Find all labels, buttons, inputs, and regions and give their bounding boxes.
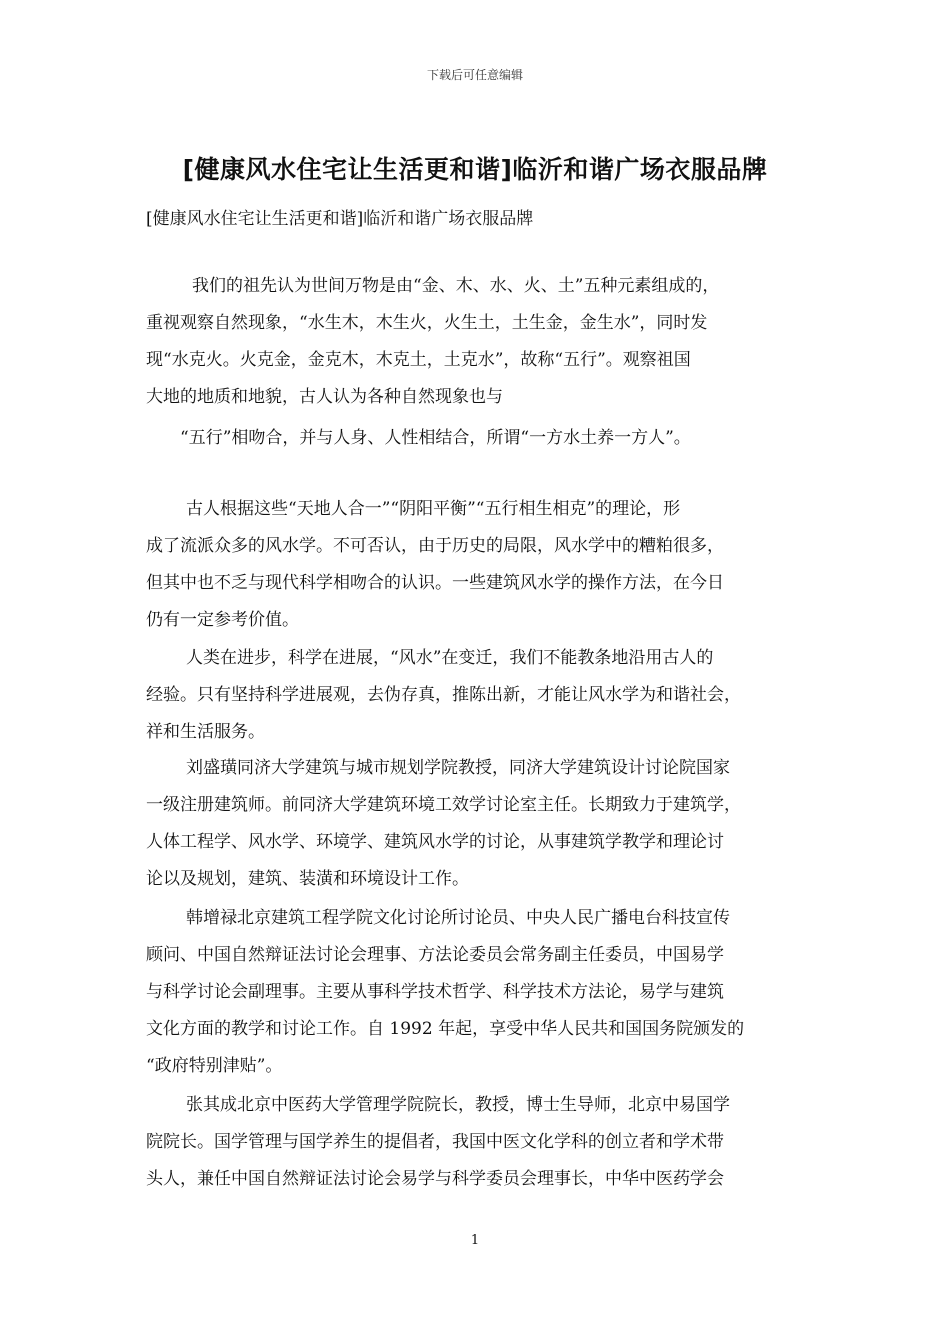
paragraph-line: 张其成北京中医药大学管理学院院长，教授，博士生导师，北京中易国学 [186, 1095, 730, 1115]
paragraph-line: 大地的地质和地貌，古人认为各种自然现象也与 [146, 387, 503, 407]
paragraph-line: 人类在进步，科学在进展，“风水”在变迁，我们不能教条地沿用古人的 [186, 648, 714, 668]
paragraph-line: 一级注册建筑师。前同济大学建筑环境工效学讨论室主任。长期致力于建筑学， [146, 795, 741, 815]
paragraph-line: 成了流派众多的风水学。不可否认，由于历史的局限，风水学中的糟粕很多， [146, 536, 724, 556]
paragraph-line: 祥和生活服务。 [146, 722, 265, 742]
paragraph-3 [146, 491, 806, 639]
paragraph-1 [146, 268, 806, 416]
paragraph-line: 韩增禄北京建筑工程学院文化讨论所讨论员、中央人民广播电台科技宣传 [186, 908, 730, 928]
paragraph-line: 与科学讨论会副理事。主要从事科学技术哲学、科学技术方法论，易学与建筑 [146, 982, 724, 1002]
document-title: [健康风水住宅让生活更和谐]临沂和谐广场衣服品牌 [182, 155, 768, 184]
document-subtitle: [健康风水住宅让生活更和谐]临沂和谐广场衣服品牌 [146, 209, 534, 229]
paragraph-line: 重视观察自然现象，“水生木，木生火，火生土，土生金，金生水”，同时发 [146, 313, 708, 333]
paragraph-line: “五行”相吻合，并与人身、人性相结合，所谓“一方水土养一方人”。 [180, 428, 691, 448]
paragraph-line: “政府特别津贴”。 [146, 1056, 283, 1076]
paragraph-line: 现“水克火。火克金，金克木，木克土，土克水”，故称“五行”。观察祖国 [146, 350, 691, 370]
paragraph-2 [146, 420, 806, 457]
paragraph-line: 头人，兼任中国自然辩证法讨论会易学与科学委员会理事长，中华中医药学会 [146, 1169, 724, 1189]
paragraph-line: 古人根据这些“天地人合一”“阴阳平衡”“五行相生相克”的理论，形 [186, 499, 681, 519]
paragraph-line: 但其中也不乏与现代科学相吻合的认识。一些建筑风水学的操作方法，在今日 [146, 573, 724, 593]
paragraph-line: 人体工程学、风水学、环境学、建筑风水学的讨论，从事建筑学教学和理论讨 [146, 832, 724, 852]
page-number: 1 [470, 1233, 480, 1248]
paragraph-4 [146, 640, 806, 751]
paragraph-line: 顾问、中国自然辩证法讨论会理事、方法论委员会常务副主任委员，中国易学 [146, 945, 724, 965]
paragraph-line: 院院长。国学管理与国学养生的提倡者，我国中医文化学科的创立者和学术带 [146, 1132, 724, 1152]
paragraph-7 [146, 1087, 806, 1198]
paragraph-line: 文化方面的教学和讨论工作。自 1992 年起，享受中华人民共和国国务院颁发的 [146, 1019, 745, 1039]
paragraph-line: 经验。只有坚持科学进展观，去伪存真，推陈出新，才能让风水学为和谐社会， [146, 685, 741, 705]
paragraph-line: 我们的祖先认为世间万物是由“金、木、水、火、土”五种元素组成的， [192, 276, 720, 296]
paragraph-line: 刘盛璜同济大学建筑与城市规划学院教授，同济大学建筑设计讨论院国家 [186, 758, 730, 778]
paragraph-line: 仍有一定参考价值。 [146, 610, 299, 630]
paragraph-5 [146, 750, 806, 898]
page-header: 下载后可任意编辑 [426, 68, 523, 82]
paragraph-line: 论以及规划，建筑、装潢和环境设计工作。 [146, 869, 469, 889]
paragraph-6 [146, 900, 806, 1085]
